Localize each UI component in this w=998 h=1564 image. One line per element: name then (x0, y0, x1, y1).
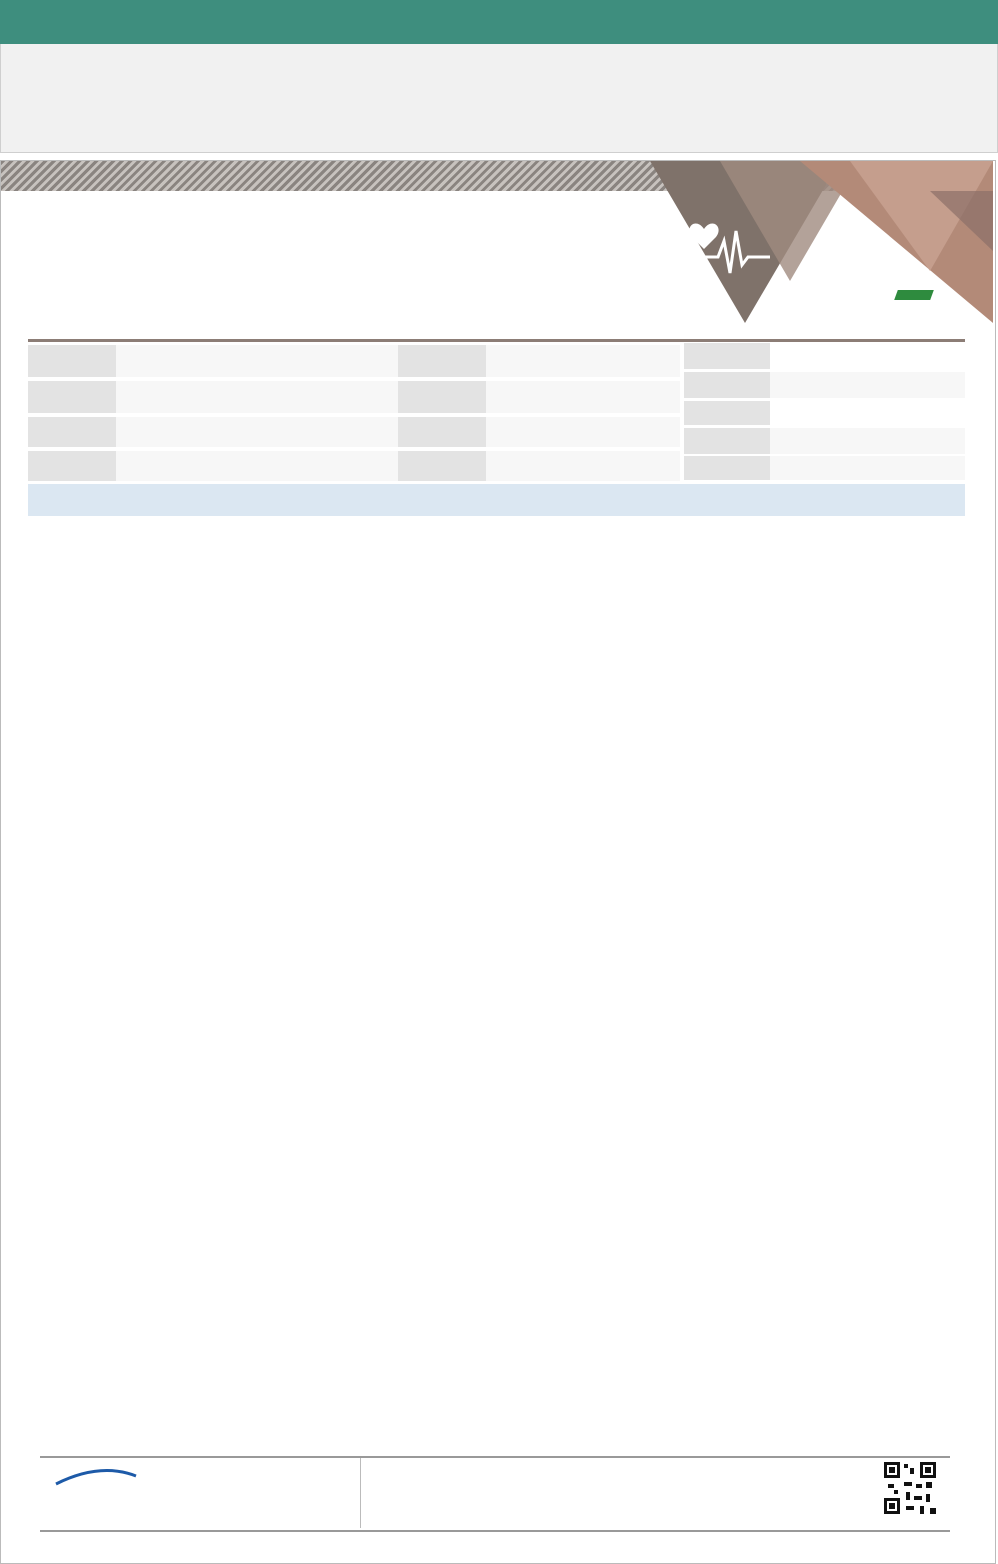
summary-heading (28, 484, 965, 516)
value-patient-name (486, 345, 680, 377)
value-report-time (770, 456, 965, 480)
label-receipt-time (684, 372, 770, 398)
order-info-header (0, 44, 998, 153)
value-receipt-time (770, 372, 965, 398)
stethoscope-icon (832, 221, 864, 291)
label-receipt-no (684, 343, 770, 369)
value-department (116, 381, 398, 413)
value-birth (486, 381, 680, 413)
stethoscope-chest-icon (841, 290, 855, 304)
scl-logo-arc (50, 1466, 140, 1486)
header-graphic (600, 161, 993, 326)
footer-box (40, 1456, 950, 1532)
value-org-no (116, 451, 398, 481)
value-sex-age (486, 451, 680, 481)
label-department (28, 381, 116, 413)
value-institution (116, 345, 398, 377)
footer-divider (360, 1458, 361, 1528)
report-banner-title (0, 0, 998, 44)
label-birth (398, 381, 486, 413)
value-doctor (116, 417, 398, 447)
kola-logo (894, 290, 934, 300)
scl-arc-shape (56, 1471, 136, 1484)
table-top-rule (28, 339, 965, 342)
label-institution (28, 345, 116, 377)
value-collect-time (770, 401, 965, 425)
label-chart-no (398, 417, 486, 447)
label-patient-name (398, 345, 486, 377)
label-doctor (28, 417, 116, 447)
cap-logo (802, 287, 838, 299)
value-test-date (770, 428, 965, 454)
label-collect-time (684, 401, 770, 425)
qr-code (882, 1460, 938, 1516)
label-test-date (684, 428, 770, 454)
value-receipt-no (770, 343, 965, 369)
label-report-time (684, 456, 770, 480)
label-sex-age (398, 451, 486, 481)
label-org-no (28, 451, 116, 481)
value-chart-no (486, 417, 680, 447)
